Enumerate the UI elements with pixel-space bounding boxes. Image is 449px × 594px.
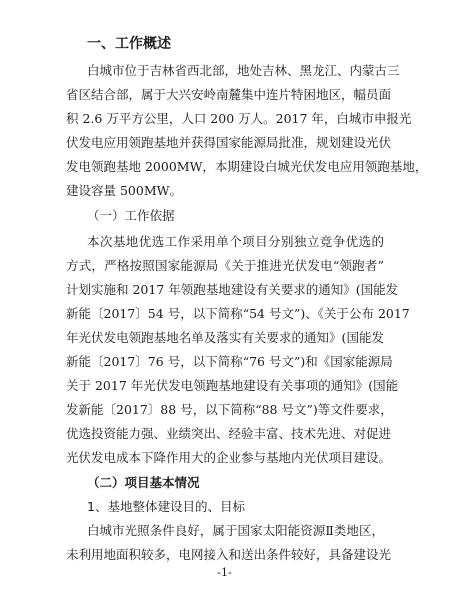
paragraph-line: 优选投资能力强、业绩突出、经验丰富、技术先进、对促进 bbox=[66, 426, 392, 441]
paragraph-line: 积 2.6 万平方公里，人口 200 万人。2017 年，白城市申报光 bbox=[66, 111, 412, 126]
paragraph-line: 未利用地面积较多，电网接入和送出条件较好，具备建设光 bbox=[66, 547, 392, 562]
item-heading-construction-goals: 1、基地整体建设目的、目标 bbox=[87, 499, 245, 514]
paragraph-line: 光伏发电成本下降作用大的企业参与基地内光伏项目建设。 bbox=[66, 450, 392, 465]
paragraph-line: 方式，严格按照国家能源局《关于推进光伏发电“领跑者” bbox=[66, 258, 384, 273]
page-number: -1- bbox=[217, 566, 232, 579]
section-heading-overview: 一、工作概述 bbox=[87, 36, 171, 52]
paragraph-line: 白城市位于吉林省西北部，地处吉林、黑龙江、内蒙古三 bbox=[87, 63, 400, 78]
subsection-heading-project-info: （二）项目基本情况 bbox=[87, 475, 200, 490]
paragraph-line: 关于 2017 年光伏发电领跑基地建设有关事项的通知》(国能 bbox=[66, 378, 399, 393]
paragraph-line: 年光伏发电领跑基地名单及落实有关要求的通知》(国能发 bbox=[66, 330, 384, 345]
paragraph-line: 本次基地优选工作采用单个项目分别独立竞争优选的 bbox=[87, 234, 384, 249]
paragraph-line: 发新能〔2017〕88 号，以下简称“88 号文”)等文件要求， bbox=[66, 402, 393, 417]
paragraph-line: 建设容量 500MW。 bbox=[66, 183, 182, 198]
subsection-heading-basis: （一）工作依据 bbox=[87, 208, 175, 223]
paragraph-line: 计划实施和 2017 年领跑基地建设有关要求的通知》(国能发 bbox=[66, 282, 399, 297]
paragraph-line: 白城市光照条件良好，属于国家太阳能资源Ⅱ类地区， bbox=[87, 523, 384, 538]
paragraph-line: 伏发电应用领跑基地并获得国家能源局批准，规划建设光伏 bbox=[66, 135, 392, 150]
paragraph-line: 新能〔2017〕54 号，以下简称“54 号文”)、《关于公布 2017 bbox=[66, 306, 410, 321]
paragraph-line: 省区结合部，属于大兴安岭南麓集中连片特困地区，幅员面 bbox=[66, 87, 392, 102]
paragraph-line: 新能〔2017〕76 号，以下简称“76 号文”)和《国家能源局 bbox=[66, 354, 393, 369]
paragraph-line: 发电领跑基地 2000MW，本期建设白城光伏发电应用领跑基地， bbox=[66, 159, 428, 174]
